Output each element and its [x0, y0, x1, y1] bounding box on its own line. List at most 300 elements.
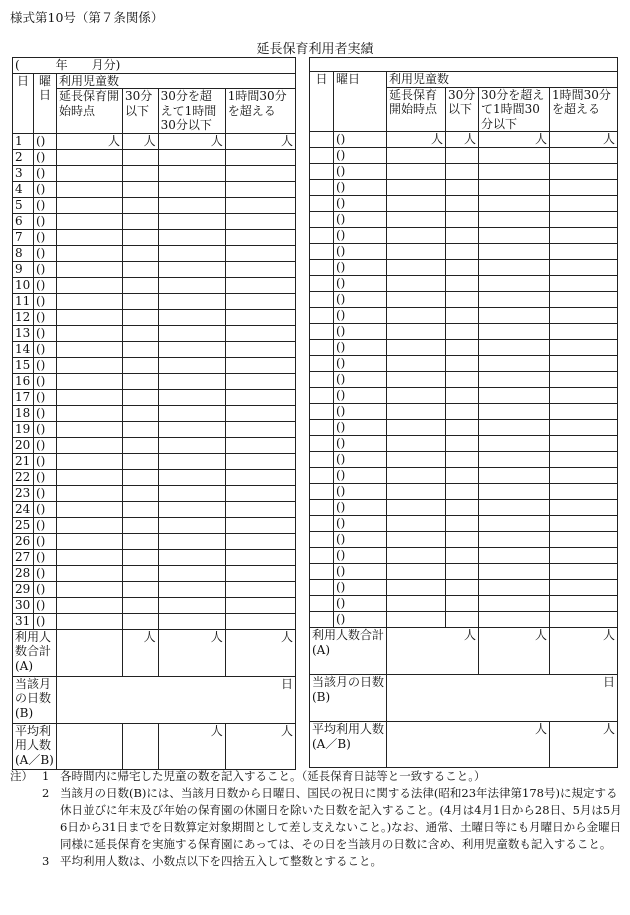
- count-cell[interactable]: [123, 581, 159, 597]
- count-cell[interactable]: [158, 341, 225, 357]
- count-cell[interactable]: [479, 484, 550, 500]
- count-cell[interactable]: [123, 245, 159, 261]
- count-cell[interactable]: [57, 533, 123, 549]
- count-cell[interactable]: [387, 212, 446, 228]
- day-number-cell[interactable]: [310, 148, 334, 164]
- count-cell[interactable]: [57, 341, 123, 357]
- count-cell[interactable]: [446, 388, 479, 404]
- count-cell[interactable]: [158, 565, 225, 581]
- total-over90[interactable]: 人: [225, 629, 295, 676]
- count-cell[interactable]: [123, 277, 159, 293]
- weekday-cell[interactable]: (): [334, 580, 387, 596]
- count-cell[interactable]: [387, 372, 446, 388]
- count-cell[interactable]: [225, 389, 295, 405]
- count-cell[interactable]: [123, 565, 159, 581]
- count-cell[interactable]: [550, 404, 618, 420]
- count-cell[interactable]: [225, 485, 295, 501]
- weekday-cell[interactable]: (): [334, 356, 387, 372]
- count-cell[interactable]: [550, 292, 618, 308]
- day-number-cell[interactable]: [310, 308, 334, 324]
- count-cell[interactable]: [123, 165, 159, 181]
- count-cell[interactable]: [446, 372, 479, 388]
- weekday-cell[interactable]: (): [33, 133, 56, 149]
- count-cell[interactable]: [550, 148, 618, 164]
- count-cell[interactable]: [57, 565, 123, 581]
- count-cell[interactable]: [57, 469, 123, 485]
- count-cell[interactable]: [225, 245, 295, 261]
- count-cell[interactable]: [158, 485, 225, 501]
- weekday-cell[interactable]: (): [33, 373, 56, 389]
- count-cell[interactable]: 人: [446, 132, 479, 148]
- count-cell[interactable]: [479, 548, 550, 564]
- count-cell[interactable]: [158, 501, 225, 517]
- weekday-cell[interactable]: (): [33, 245, 56, 261]
- day-number-cell[interactable]: [310, 452, 334, 468]
- count-cell[interactable]: [57, 309, 123, 325]
- count-cell[interactable]: [158, 293, 225, 309]
- count-cell[interactable]: [446, 356, 479, 372]
- count-cell[interactable]: [479, 308, 550, 324]
- count-cell[interactable]: [123, 181, 159, 197]
- count-cell[interactable]: 人: [550, 132, 618, 148]
- day-number-cell[interactable]: [310, 500, 334, 516]
- weekday-cell[interactable]: (): [334, 420, 387, 436]
- count-cell[interactable]: [158, 149, 225, 165]
- count-cell[interactable]: [446, 596, 479, 612]
- day-number-cell[interactable]: [310, 388, 334, 404]
- count-cell[interactable]: [550, 164, 618, 180]
- count-cell[interactable]: [123, 389, 159, 405]
- count-cell[interactable]: [158, 309, 225, 325]
- count-cell[interactable]: [479, 372, 550, 388]
- count-cell[interactable]: [225, 373, 295, 389]
- weekday-cell[interactable]: (): [334, 388, 387, 404]
- weekday-cell[interactable]: (): [334, 276, 387, 292]
- count-cell[interactable]: [158, 325, 225, 341]
- weekday-cell[interactable]: (): [334, 372, 387, 388]
- day-number-cell[interactable]: [310, 212, 334, 228]
- count-cell[interactable]: [123, 293, 159, 309]
- count-cell[interactable]: [57, 357, 123, 373]
- count-cell[interactable]: [387, 324, 446, 340]
- count-cell[interactable]: [446, 292, 479, 308]
- day-number-cell[interactable]: [310, 244, 334, 260]
- count-cell[interactable]: [479, 324, 550, 340]
- weekday-cell[interactable]: (): [334, 244, 387, 260]
- count-cell[interactable]: [550, 548, 618, 564]
- count-cell[interactable]: [479, 580, 550, 596]
- weekday-cell[interactable]: (): [334, 196, 387, 212]
- count-cell[interactable]: [446, 212, 479, 228]
- weekday-cell[interactable]: (): [33, 565, 56, 581]
- count-cell[interactable]: [446, 564, 479, 580]
- day-number-cell[interactable]: [310, 196, 334, 212]
- count-cell[interactable]: [387, 564, 446, 580]
- count-cell[interactable]: [158, 213, 225, 229]
- count-cell[interactable]: 人: [57, 133, 123, 149]
- day-number-cell[interactable]: [310, 612, 334, 628]
- count-cell[interactable]: [57, 421, 123, 437]
- count-cell[interactable]: [479, 212, 550, 228]
- count-cell[interactable]: [225, 469, 295, 485]
- count-cell[interactable]: [446, 420, 479, 436]
- count-cell[interactable]: [225, 229, 295, 245]
- count-cell[interactable]: [479, 612, 550, 628]
- day-number-cell[interactable]: [310, 548, 334, 564]
- count-cell[interactable]: [387, 404, 446, 420]
- count-cell[interactable]: [550, 308, 618, 324]
- day-number-cell[interactable]: [310, 532, 334, 548]
- count-cell[interactable]: [479, 532, 550, 548]
- count-cell[interactable]: [123, 469, 159, 485]
- count-cell[interactable]: [387, 196, 446, 212]
- count-cell[interactable]: [550, 420, 618, 436]
- count-cell[interactable]: [123, 453, 159, 469]
- count-cell[interactable]: [158, 373, 225, 389]
- weekday-cell[interactable]: (): [33, 421, 56, 437]
- count-cell[interactable]: [158, 437, 225, 453]
- count-cell[interactable]: [387, 596, 446, 612]
- count-cell[interactable]: [158, 229, 225, 245]
- weekday-cell[interactable]: (): [33, 453, 56, 469]
- count-cell[interactable]: [446, 580, 479, 596]
- count-cell[interactable]: [57, 277, 123, 293]
- weekday-cell[interactable]: (): [33, 613, 56, 629]
- count-cell[interactable]: [550, 452, 618, 468]
- average-over90-cell[interactable]: 人: [225, 723, 295, 769]
- count-cell[interactable]: [479, 244, 550, 260]
- day-number-cell[interactable]: [310, 340, 334, 356]
- count-cell[interactable]: [479, 260, 550, 276]
- count-cell[interactable]: [158, 181, 225, 197]
- weekday-cell[interactable]: (): [334, 148, 387, 164]
- count-cell[interactable]: [57, 437, 123, 453]
- count-cell[interactable]: [550, 180, 618, 196]
- weekday-cell[interactable]: (): [33, 229, 56, 245]
- day-number-cell[interactable]: [310, 292, 334, 308]
- weekday-cell[interactable]: (): [334, 212, 387, 228]
- count-cell[interactable]: [387, 276, 446, 292]
- count-cell[interactable]: [225, 213, 295, 229]
- count-cell[interactable]: [387, 532, 446, 548]
- total-over90[interactable]: 人: [550, 628, 618, 675]
- count-cell[interactable]: [550, 388, 618, 404]
- weekday-cell[interactable]: (): [334, 484, 387, 500]
- count-cell[interactable]: [158, 469, 225, 485]
- weekday-cell[interactable]: (): [33, 549, 56, 565]
- average-over90-cell[interactable]: 人: [550, 722, 618, 768]
- day-number-cell[interactable]: [310, 516, 334, 532]
- weekday-cell[interactable]: (): [334, 308, 387, 324]
- count-cell[interactable]: 人: [123, 133, 159, 149]
- count-cell[interactable]: [550, 340, 618, 356]
- count-cell[interactable]: [446, 532, 479, 548]
- count-cell[interactable]: [123, 437, 159, 453]
- day-number-cell[interactable]: [310, 228, 334, 244]
- count-cell[interactable]: [225, 501, 295, 517]
- weekday-cell[interactable]: (): [334, 292, 387, 308]
- count-cell[interactable]: [158, 277, 225, 293]
- count-cell[interactable]: [446, 164, 479, 180]
- count-cell[interactable]: [158, 613, 225, 629]
- count-cell[interactable]: [446, 196, 479, 212]
- day-number-cell[interactable]: [310, 404, 334, 420]
- count-cell[interactable]: [158, 533, 225, 549]
- count-cell[interactable]: [479, 292, 550, 308]
- count-cell[interactable]: [446, 276, 479, 292]
- count-cell[interactable]: [225, 357, 295, 373]
- total-under30[interactable]: 人: [387, 628, 479, 675]
- count-cell[interactable]: [57, 597, 123, 613]
- count-cell[interactable]: [387, 436, 446, 452]
- day-number-cell[interactable]: [310, 356, 334, 372]
- period-cell[interactable]: ( 年 月分): [13, 58, 296, 74]
- count-cell[interactable]: [387, 468, 446, 484]
- count-cell[interactable]: [479, 452, 550, 468]
- count-cell[interactable]: [123, 197, 159, 213]
- count-cell[interactable]: [123, 485, 159, 501]
- count-cell[interactable]: [158, 549, 225, 565]
- count-cell[interactable]: [479, 228, 550, 244]
- average-mid-cell[interactable]: 人: [387, 722, 550, 768]
- weekday-cell[interactable]: (): [334, 132, 387, 148]
- weekday-cell[interactable]: (): [334, 436, 387, 452]
- count-cell[interactable]: [57, 485, 123, 501]
- weekday-cell[interactable]: (): [33, 581, 56, 597]
- count-cell[interactable]: [387, 180, 446, 196]
- count-cell[interactable]: [446, 436, 479, 452]
- count-cell[interactable]: [57, 501, 123, 517]
- count-cell[interactable]: [387, 420, 446, 436]
- weekday-cell[interactable]: (): [334, 564, 387, 580]
- day-number-cell[interactable]: [310, 324, 334, 340]
- count-cell[interactable]: [158, 517, 225, 533]
- count-cell[interactable]: [225, 309, 295, 325]
- count-cell[interactable]: [225, 565, 295, 581]
- count-cell[interactable]: [479, 564, 550, 580]
- weekday-cell[interactable]: (): [33, 165, 56, 181]
- count-cell[interactable]: [123, 325, 159, 341]
- count-cell[interactable]: [479, 436, 550, 452]
- weekday-cell[interactable]: (): [33, 325, 56, 341]
- count-cell[interactable]: [387, 516, 446, 532]
- day-number-cell[interactable]: [310, 164, 334, 180]
- count-cell[interactable]: [479, 388, 550, 404]
- count-cell[interactable]: 人: [225, 133, 295, 149]
- count-cell[interactable]: [57, 581, 123, 597]
- count-cell[interactable]: [446, 612, 479, 628]
- average-under30-cell[interactable]: [123, 723, 159, 769]
- count-cell[interactable]: [123, 405, 159, 421]
- count-cell[interactable]: [225, 293, 295, 309]
- count-cell[interactable]: [550, 324, 618, 340]
- count-cell[interactable]: [446, 468, 479, 484]
- count-cell[interactable]: [479, 196, 550, 212]
- count-cell[interactable]: [123, 517, 159, 533]
- count-cell[interactable]: [479, 356, 550, 372]
- count-cell[interactable]: [57, 149, 123, 165]
- count-cell[interactable]: [225, 197, 295, 213]
- weekday-cell[interactable]: (): [334, 404, 387, 420]
- weekday-cell[interactable]: (): [33, 181, 56, 197]
- count-cell[interactable]: [479, 404, 550, 420]
- count-cell[interactable]: [550, 532, 618, 548]
- days-value-cell[interactable]: 日: [57, 676, 296, 723]
- day-number-cell[interactable]: [310, 420, 334, 436]
- count-cell[interactable]: [225, 165, 295, 181]
- day-number-cell[interactable]: [310, 468, 334, 484]
- count-cell[interactable]: [57, 613, 123, 629]
- weekday-cell[interactable]: (): [33, 389, 56, 405]
- count-cell[interactable]: [387, 292, 446, 308]
- day-number-cell[interactable]: [310, 596, 334, 612]
- count-cell[interactable]: [57, 197, 123, 213]
- day-number-cell[interactable]: [310, 580, 334, 596]
- count-cell[interactable]: [57, 453, 123, 469]
- count-cell[interactable]: [158, 405, 225, 421]
- count-cell[interactable]: [57, 389, 123, 405]
- count-cell[interactable]: [57, 213, 123, 229]
- count-cell[interactable]: 人: [479, 132, 550, 148]
- count-cell[interactable]: [225, 597, 295, 613]
- weekday-cell[interactable]: (): [33, 277, 56, 293]
- total-over30[interactable]: 人: [479, 628, 550, 675]
- count-cell[interactable]: [446, 548, 479, 564]
- count-cell[interactable]: [123, 501, 159, 517]
- count-cell[interactable]: [479, 276, 550, 292]
- count-cell[interactable]: [225, 149, 295, 165]
- weekday-cell[interactable]: (): [33, 293, 56, 309]
- count-cell[interactable]: [387, 388, 446, 404]
- count-cell[interactable]: [550, 276, 618, 292]
- count-cell[interactable]: [387, 356, 446, 372]
- day-number-cell[interactable]: [310, 484, 334, 500]
- count-cell[interactable]: [387, 548, 446, 564]
- count-cell[interactable]: [479, 340, 550, 356]
- weekday-cell[interactable]: (): [334, 612, 387, 628]
- weekday-cell[interactable]: (): [33, 309, 56, 325]
- count-cell[interactable]: [446, 244, 479, 260]
- count-cell[interactable]: [479, 420, 550, 436]
- count-cell[interactable]: [550, 468, 618, 484]
- count-cell[interactable]: [446, 500, 479, 516]
- count-cell[interactable]: [158, 453, 225, 469]
- average-over30-cell[interactable]: 人: [158, 723, 225, 769]
- weekday-cell[interactable]: (): [33, 517, 56, 533]
- count-cell[interactable]: [387, 164, 446, 180]
- weekday-cell[interactable]: (): [33, 149, 56, 165]
- count-cell[interactable]: [57, 245, 123, 261]
- count-cell[interactable]: [123, 309, 159, 325]
- weekday-cell[interactable]: (): [334, 452, 387, 468]
- count-cell[interactable]: [479, 596, 550, 612]
- count-cell[interactable]: [550, 196, 618, 212]
- count-cell[interactable]: [123, 229, 159, 245]
- count-cell[interactable]: [387, 228, 446, 244]
- count-cell[interactable]: [446, 324, 479, 340]
- count-cell[interactable]: [57, 549, 123, 565]
- average-start-cell[interactable]: [57, 723, 123, 769]
- weekday-cell[interactable]: (): [334, 164, 387, 180]
- day-number-cell[interactable]: [310, 276, 334, 292]
- count-cell[interactable]: [446, 484, 479, 500]
- count-cell[interactable]: [550, 212, 618, 228]
- count-cell[interactable]: [446, 228, 479, 244]
- count-cell[interactable]: [123, 261, 159, 277]
- count-cell[interactable]: [158, 245, 225, 261]
- count-cell[interactable]: [387, 580, 446, 596]
- count-cell[interactable]: [225, 533, 295, 549]
- day-number-cell[interactable]: [310, 260, 334, 276]
- count-cell[interactable]: [225, 517, 295, 533]
- count-cell[interactable]: [550, 228, 618, 244]
- count-cell[interactable]: [446, 340, 479, 356]
- weekday-cell[interactable]: (): [334, 228, 387, 244]
- count-cell[interactable]: [446, 452, 479, 468]
- count-cell[interactable]: [57, 373, 123, 389]
- count-cell[interactable]: [446, 404, 479, 420]
- count-cell[interactable]: [225, 453, 295, 469]
- count-cell[interactable]: [446, 180, 479, 196]
- count-cell[interactable]: [123, 549, 159, 565]
- count-cell[interactable]: [158, 261, 225, 277]
- count-cell[interactable]: [225, 341, 295, 357]
- count-cell[interactable]: [158, 597, 225, 613]
- day-number-cell[interactable]: [310, 372, 334, 388]
- weekday-cell[interactable]: (): [33, 501, 56, 517]
- count-cell[interactable]: [479, 468, 550, 484]
- count-cell[interactable]: [387, 500, 446, 516]
- count-cell[interactable]: [479, 164, 550, 180]
- count-cell[interactable]: [225, 181, 295, 197]
- count-cell[interactable]: [550, 372, 618, 388]
- count-cell[interactable]: [446, 516, 479, 532]
- weekday-cell[interactable]: (): [334, 260, 387, 276]
- weekday-cell[interactable]: (): [33, 437, 56, 453]
- day-number-cell[interactable]: [310, 180, 334, 196]
- count-cell[interactable]: [550, 564, 618, 580]
- count-cell[interactable]: [123, 613, 159, 629]
- count-cell[interactable]: [123, 373, 159, 389]
- count-cell[interactable]: [57, 261, 123, 277]
- weekday-cell[interactable]: (): [33, 197, 56, 213]
- count-cell[interactable]: [123, 149, 159, 165]
- count-cell[interactable]: [158, 197, 225, 213]
- count-cell[interactable]: [57, 181, 123, 197]
- weekday-cell[interactable]: (): [334, 548, 387, 564]
- count-cell[interactable]: [57, 325, 123, 341]
- count-cell[interactable]: [57, 229, 123, 245]
- weekday-cell[interactable]: (): [334, 340, 387, 356]
- count-cell[interactable]: [387, 308, 446, 324]
- count-cell[interactable]: [123, 357, 159, 373]
- count-cell[interactable]: [550, 484, 618, 500]
- count-cell[interactable]: [387, 260, 446, 276]
- weekday-cell[interactable]: (): [334, 516, 387, 532]
- weekday-cell[interactable]: (): [334, 180, 387, 196]
- count-cell[interactable]: [550, 516, 618, 532]
- count-cell[interactable]: [225, 405, 295, 421]
- count-cell[interactable]: [550, 356, 618, 372]
- count-cell[interactable]: [225, 277, 295, 293]
- count-cell[interactable]: [123, 213, 159, 229]
- days-value-cell[interactable]: 日: [387, 675, 618, 722]
- count-cell[interactable]: [387, 244, 446, 260]
- weekday-cell[interactable]: (): [334, 324, 387, 340]
- weekday-cell[interactable]: (): [334, 468, 387, 484]
- count-cell[interactable]: [225, 581, 295, 597]
- count-cell[interactable]: [550, 244, 618, 260]
